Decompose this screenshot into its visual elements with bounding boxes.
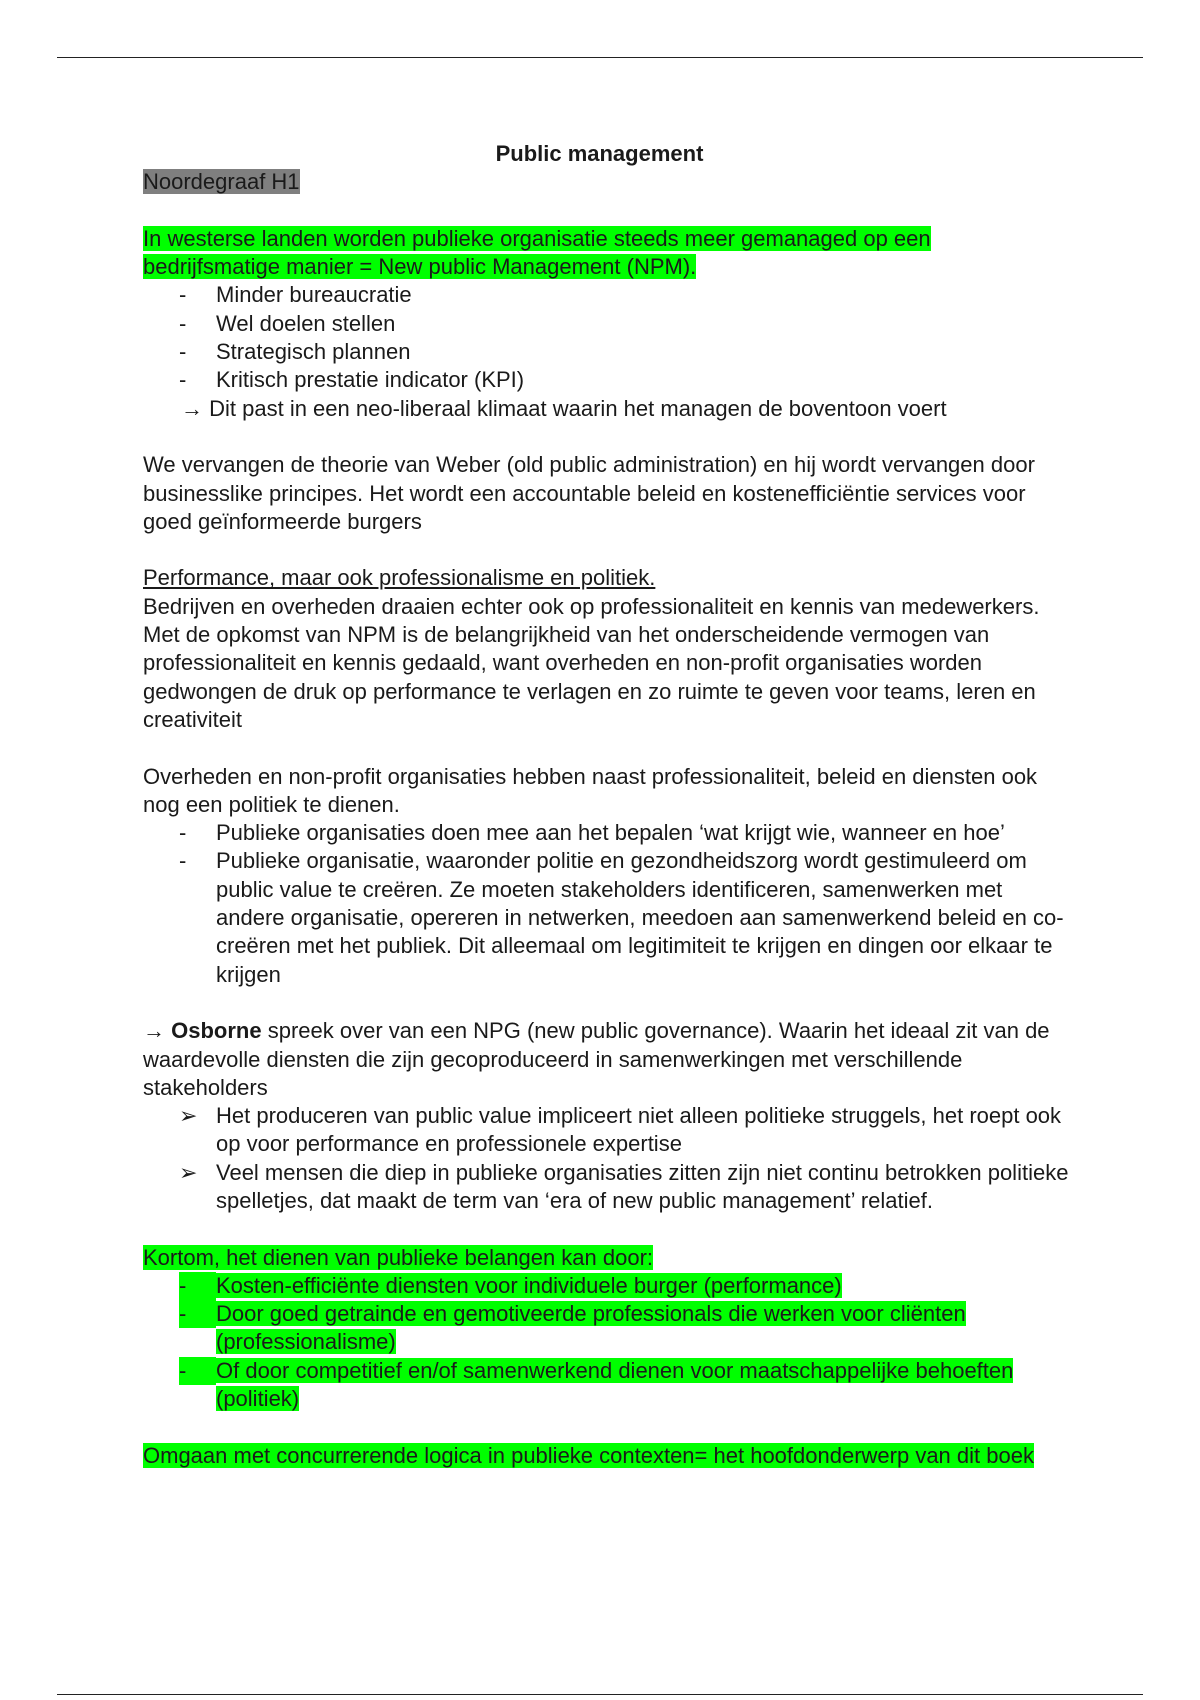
dash-marker: - (179, 282, 187, 308)
npm-bullet-list (143, 281, 1073, 394)
politics-paragraph: Overheden en non-profit organisaties hebben naast professionaliteit, beleid en diensten ook nog een politiek te dienen. (143, 763, 1038, 817)
weber-paragraph: We vervangen de theorie van Weber (old public administration) en hij wordt vervangen door businesslike principes. Het wordt een accountable beleid en kostenefficiëntie services voor goed geïnformeerde burgers (143, 452, 1035, 534)
summary-intro (143, 1244, 1073, 1272)
dash-marker: - (179, 339, 187, 365)
spacer (143, 536, 1073, 564)
closing-highlight: Omgaan met concurrerende logica in publieke contexten= het hoofdonderwerp van dit boek (143, 1442, 1034, 1468)
list-item (143, 1159, 1073, 1216)
intro-highlight: In westerse landen worden publieke organisatie steeds meer gemanaged op een bedrijfsmatige manier = New public Management (NPM). (143, 225, 931, 280)
list-item (143, 819, 1073, 847)
section-label-text: Noordegraaf H1 (143, 169, 300, 195)
dash-marker: - (179, 310, 187, 336)
list-item (143, 366, 1073, 394)
list-item-text: Veel mensen die diep in publieke organisaties zitten zijn niet continu betrokken politieke spelletjes, dat maakt de term van ‘era of new public management’ relatief. (216, 1159, 1069, 1213)
list-item-text: Door goed getrainde en gemotiveerde professionals die werken voor cliënten (professionalisme) (216, 1301, 966, 1355)
dash-marker: - (179, 1300, 216, 1328)
spacer (143, 1215, 1073, 1243)
list-item-text: Kosten-efficiënte diensten voor individuele burger (performance) (216, 1272, 842, 1298)
performance-paragraph: Bedrijven en overheden draaien echter ook op professionaliteit en kennis van medewerkers. Met de opkomst van NPM is de belangrijkheid van het onderscheidende vermogen van professionaliteit en kennis gedaald, want overheden en non-profit organisaties worden gedwongen de druk op performance te verlagen en zo ruimte te geven voor teams, leren en creativiteit (143, 593, 1040, 732)
arrow-icon: → (181, 395, 203, 421)
dash-marker: - (179, 820, 187, 846)
list-item-text: Het produceren van public value impliceert niet alleen politieke struggels, het roept ook op voor performance en professionele expertise (216, 1103, 1062, 1157)
intro-paragraph (143, 225, 1073, 282)
politics-bullet-list (143, 819, 1073, 989)
list-item (143, 310, 1073, 338)
page-title: Public management (495, 141, 704, 166)
list-item (143, 338, 1073, 366)
list-item-text: Minder bureaucratie (216, 282, 412, 308)
osborne-text: spreek over van een NPG (new public governance). Waarin het ideaal zit van de waardevolle diensten die zijn gecoproduceerd in samenwerkingen met verschillende stakeholders (143, 1018, 1050, 1100)
spacer (143, 1413, 1073, 1441)
list-item (143, 1300, 1073, 1357)
spacer (143, 734, 1073, 762)
top-rule (57, 57, 1143, 58)
bottom-rule (57, 1694, 1143, 1695)
list-item-text: Publieke organisaties doen mee aan het bepalen ‘wat krijgt wie, wanneer en hoe’ (216, 820, 1005, 846)
list-item (143, 1272, 1073, 1300)
summary-bullet-list (143, 1272, 1073, 1413)
spacer (143, 197, 1073, 225)
osborne-paragraph (143, 1017, 1073, 1102)
osborne-bullet-list (143, 1102, 1073, 1215)
document-body (143, 140, 1073, 1470)
arrow-note-text: Dit past in een neo-liberaal klimaat waarin het managen de boventoon voert (209, 395, 947, 421)
list-item (143, 1357, 1073, 1414)
list-item-text: Kritisch prestatie indicator (KPI) (216, 367, 525, 393)
osborne-name: Osborne (171, 1018, 262, 1044)
list-item (143, 847, 1073, 988)
arrowhead-bullet-icon: ➢ (179, 1159, 198, 1185)
list-item-text: Publieke organisatie, waaronder politie en gezondheidszorg wordt gestimuleerd om public value te creëren. Ze moeten stakeholders identificeren, samenwerken met andere organisatie, opereren in netwerken, meedoen aan samenwerkend beleid en co-creëren met het publiek. Dit alleemaal om legitimiteit te krijgen en dingen oor elkaar te krijgen (216, 848, 1064, 987)
arrow-note (143, 395, 1073, 423)
list-item (143, 281, 1073, 309)
list-item-text: Of door competitief en/of samenwerkend dienen voor maatschappelijke behoeften (politiek) (216, 1357, 1014, 1412)
dash-marker: - (179, 1357, 216, 1385)
spacer (143, 989, 1073, 1017)
closing-paragraph (143, 1442, 1073, 1470)
list-item-text: Wel doelen stellen (216, 310, 396, 336)
dash-marker: - (179, 367, 187, 393)
summary-intro-text: Kortom, het dienen van publieke belangen kan door: (143, 1244, 654, 1270)
arrowhead-bullet-icon: ➢ (179, 1103, 198, 1129)
performance-heading-text: Performance, maar ook professionalisme en politiek. (143, 565, 656, 591)
list-item-text: Strategisch plannen (216, 339, 411, 365)
dash-marker: - (179, 1272, 216, 1300)
performance-heading (143, 564, 1073, 592)
section-label (143, 168, 1073, 196)
list-item (143, 1102, 1073, 1159)
spacer (143, 423, 1073, 451)
arrow-icon: → (143, 1018, 165, 1044)
dash-marker: - (179, 848, 187, 874)
